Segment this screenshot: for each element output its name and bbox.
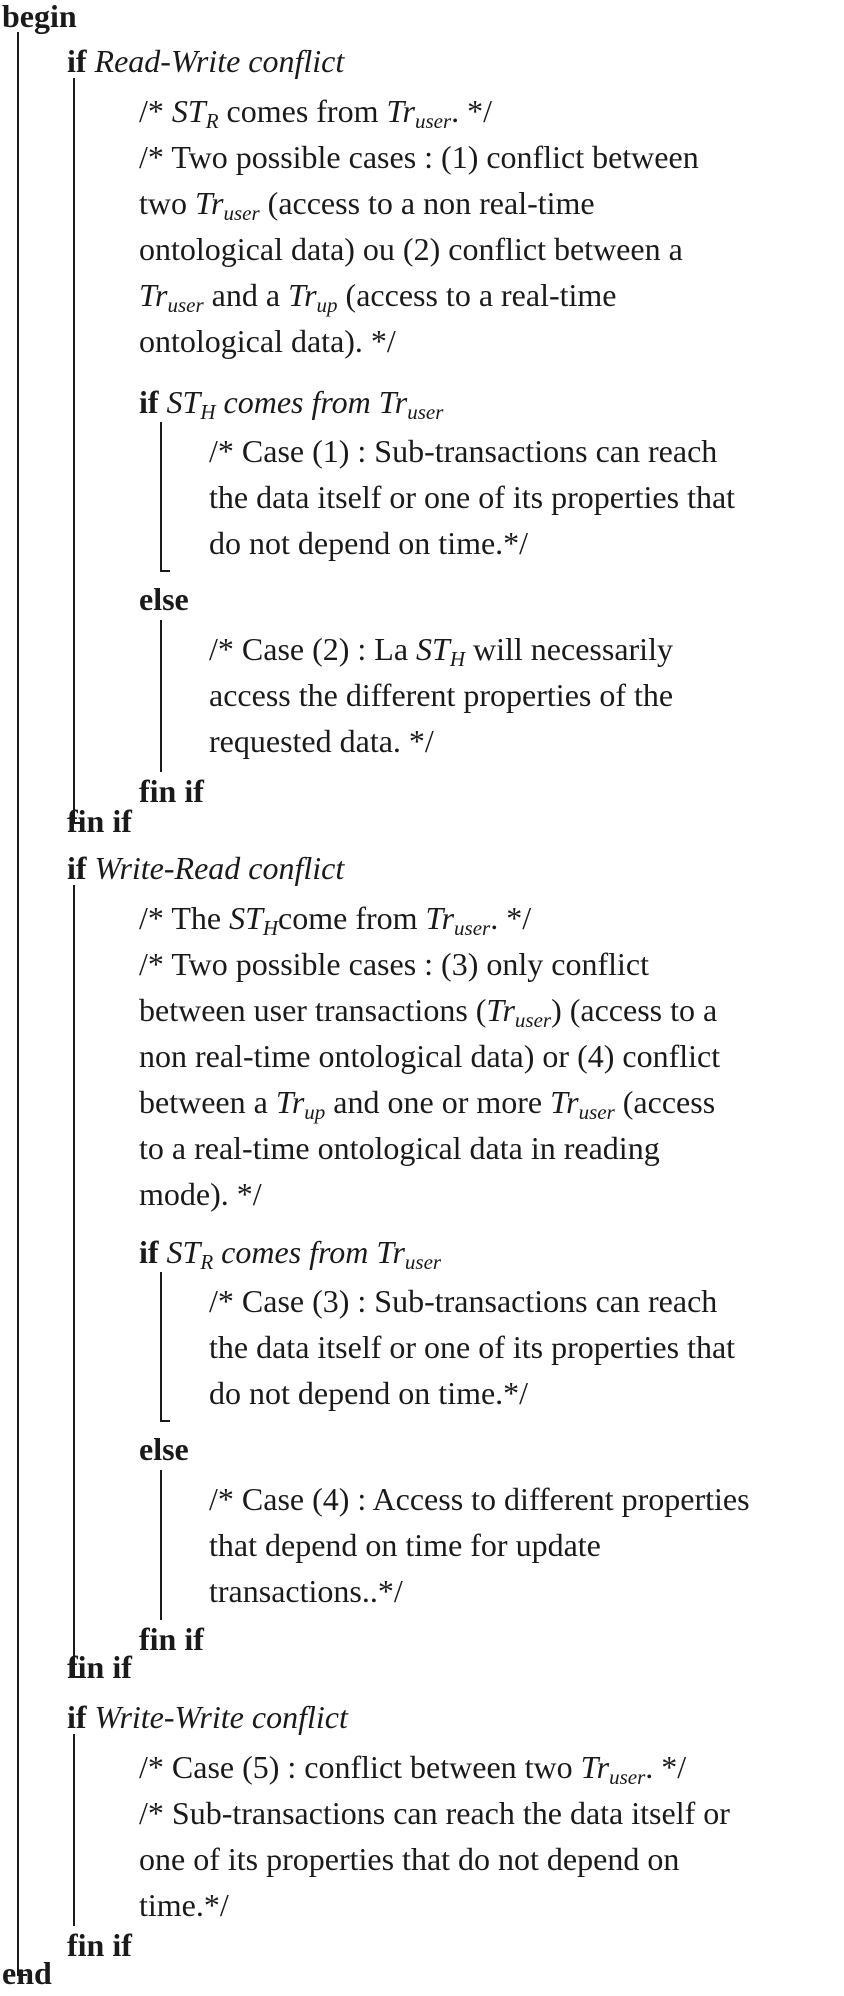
if1a-line: if $ST_H$ comes from $Tr_{user}$ [139,384,444,424]
if2-block-rule [73,885,75,1678]
if2a-else-line1: /* Case (4) : Access to different properties [209,1481,750,1517]
b3-comment2-line1: /* Sub-transactions can reach the data itself or [139,1795,730,1831]
b3-comment2-line2: one of its properties that do not depend on [139,1841,680,1877]
if2a-line: if $ST_R$ comes from $Tr_{user}$ [139,1234,442,1274]
b2-comment2-line3: non real-time ontological data) or (4) conflict [139,1038,721,1074]
if3-condition: Write-Write conflict [94,1699,348,1735]
if2a-else-line2: that depend on time for update [209,1527,601,1563]
if1-condition: Read-Write conflict [94,43,345,79]
end-keyword: end [2,1955,52,1991]
b2-comment2-line6: mode). */ [139,1176,262,1212]
if1-fin-if: fin if [67,803,132,839]
b3-comment2-line3: time.*/ [139,1887,229,1923]
if2-line: if Write-Read conflict [67,850,345,886]
b1-comment2-line1: /* Two possible cases : (1) conflict between [139,139,699,175]
b2-comment2-line5: to a real-time ontological data in reading [139,1130,660,1166]
b1-comment2-line3: ontological data) ou (2) conflict between a [139,231,683,267]
if1a-then-line1: /* Case (1) : Sub-transactions can reach [209,433,718,469]
if1-block-rule [73,78,75,824]
if1a-fin-if: fin if [139,773,204,809]
b1-comment2-line5: ontological data). */ [139,323,396,359]
if1a-else-line1: /* Case (2) : La $ST_H$ will necessarily [209,631,673,671]
if1a-else-rule [160,620,162,772]
if2a-then-line3: do not depend on time.*/ [209,1375,529,1411]
begin-keyword: begin [2,0,77,34]
if2a-then-hook [160,1420,170,1422]
if3-line: if Write-Write conflict [67,1699,348,1735]
begin-block-rule [17,32,19,1976]
b1-comment2-line4: $Tr_{user}$ and a $Tr_{up}$ (access to a real-time [139,277,617,317]
b1-comment1: /* $ST_R$ comes from $Tr_{user}$. */ [139,93,493,133]
if1a-then-line2: the data itself or one of its properties that [209,479,736,515]
if2-condition: Write-Read conflict [94,850,345,886]
b3-comment1: /* Case (5) : conflict between two $Tr_{user}$. */ [139,1749,687,1789]
if1-line [67,38,344,84]
if1a-else-keyword: else [139,581,189,617]
if2a-then-rule [160,1272,162,1422]
if2a-then-line1: /* Case (3) : Sub-transactions can reach [209,1283,718,1319]
b2-comment2-line4: between a $Tr_{up}$ and one or more $Tr_{user}$ (access [139,1084,716,1124]
if2a-else-keyword: else [139,1431,189,1467]
if2a-fin-if: fin if [139,1621,204,1657]
if2-fin-if: fin if [67,1649,132,1685]
b1-comment2-line2: two $Tr_{user}$ (access to a non real-time [139,185,595,225]
if3-fin-if: fin if [67,1927,132,1963]
if2a-then-line2: the data itself or one of its properties that [209,1329,736,1365]
if1a-else-line3: requested data. */ [209,723,434,759]
b2-comment1: /* The $ST_Hcome$ from $Tr_{user}$. */ [139,900,532,940]
if2a-else-rule [160,1470,162,1620]
if1a-then-hook [160,570,170,572]
if1a-then-line3: do not depend on time.*/ [209,525,529,561]
if1a-else-line2: access the different properties of the [209,677,674,713]
if2a-else-line3: transactions..*/ [209,1573,403,1609]
b2-comment2-line1: /* Two possible cases : (3) only conflict [139,946,649,982]
if-keyword: if [67,43,87,79]
if3-block-rule [73,1734,75,1926]
if1a-then-rule [160,422,162,572]
b2-comment2-line2: between user transactions $(Tr_{user})$ (access to a [139,992,718,1032]
